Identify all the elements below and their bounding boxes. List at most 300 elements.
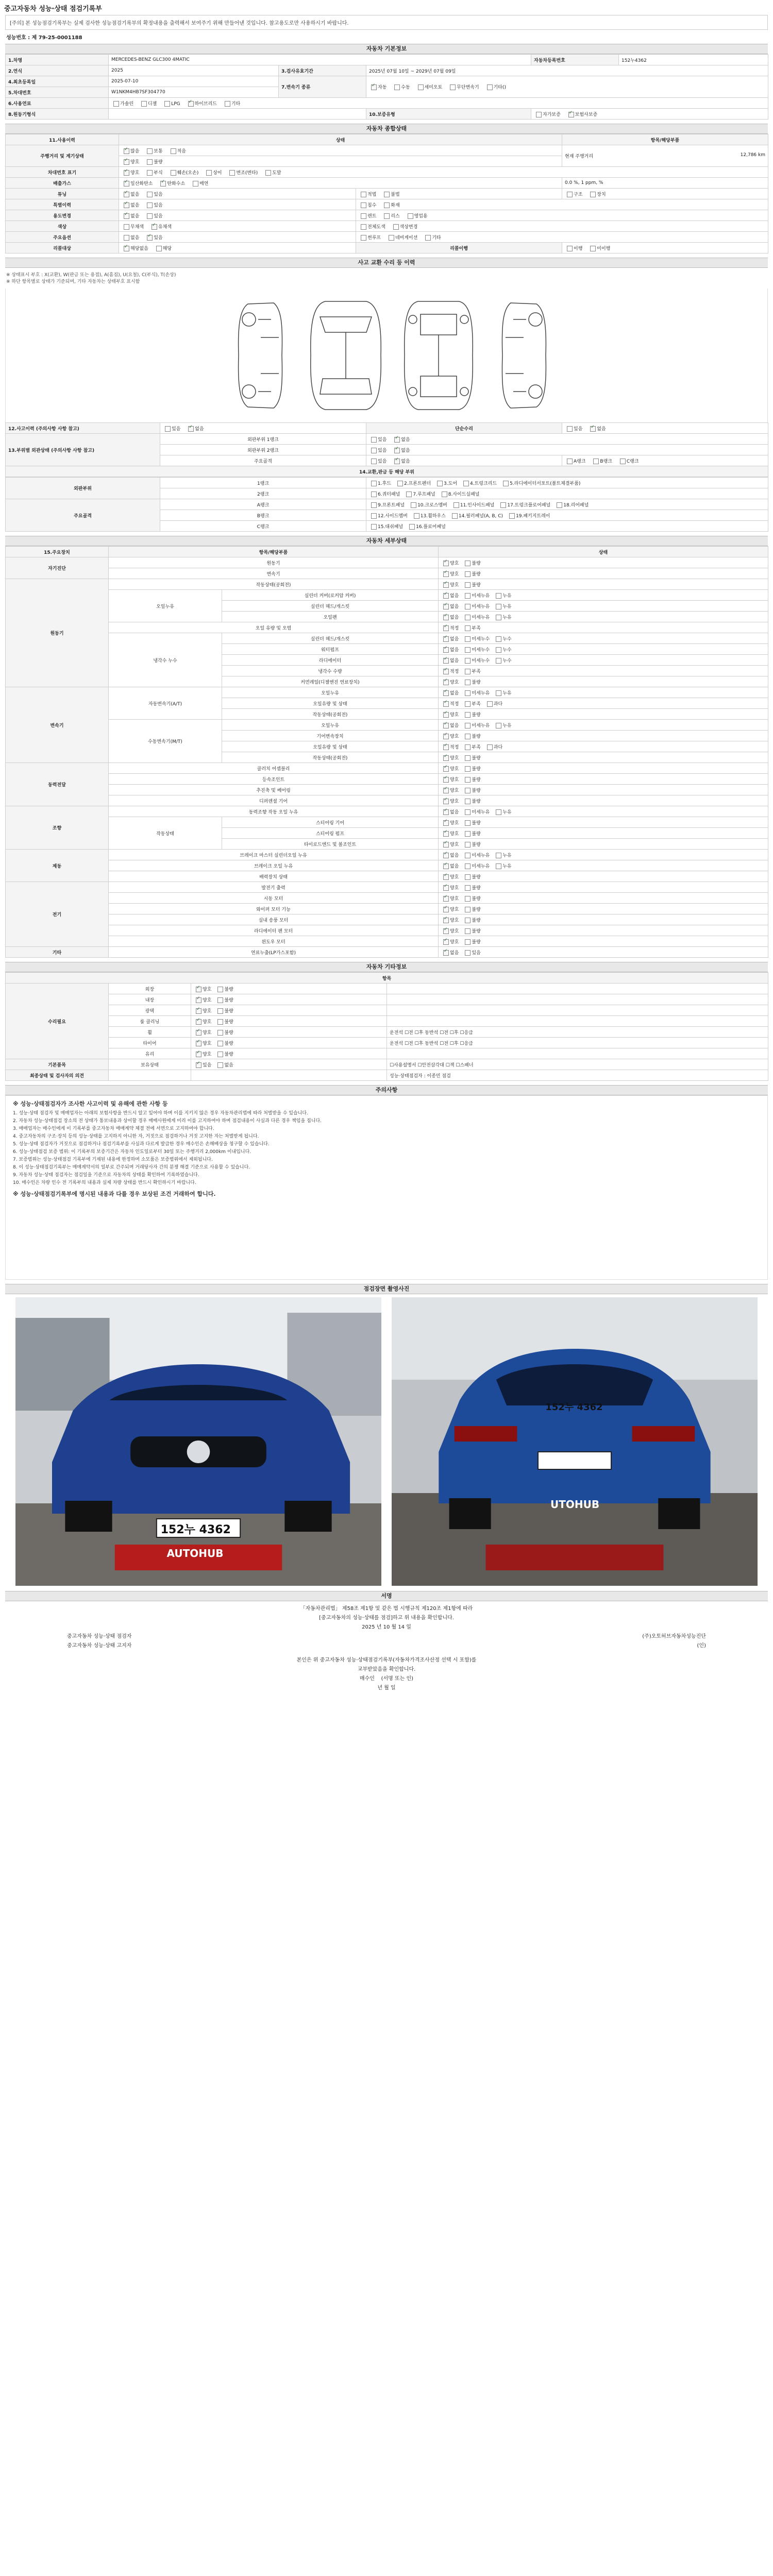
signature-text1: 「자동차관리법」 제58조 제1항 및 같은 법 시행규칙 제120조 제1항에 따라 <box>300 1606 473 1612</box>
detail-option-checkbox[interactable] <box>443 820 449 826</box>
parts-item-checkbox[interactable] <box>371 492 377 497</box>
use-yes-checkbox[interactable] <box>147 213 153 219</box>
detail-option-checkbox[interactable] <box>465 842 470 848</box>
vin-stamp-label: 차대번호 표기 <box>6 167 119 178</box>
transmission-label: 7.변속기 종류 <box>279 76 366 98</box>
tuning-sub-options-2 <box>562 189 768 199</box>
frame-no-checkbox[interactable] <box>394 459 400 464</box>
detail-option-checkbox[interactable] <box>465 723 470 728</box>
other-option-checkbox[interactable] <box>217 1030 223 1036</box>
transmission-manual-checkbox[interactable] <box>394 84 400 90</box>
detail-part <box>109 568 439 579</box>
detail-option-checkbox[interactable] <box>443 874 449 880</box>
parts-item-checkbox[interactable] <box>371 513 377 519</box>
detail-option-checkbox[interactable] <box>443 604 449 609</box>
notes-line: 8. 이 성능·상태점검기록부는 매매계약서의 일부로 간주되며 거래당사자 간의 분쟁 해결 기준으로 사용할 수 있습니다. <box>13 1165 250 1170</box>
transmission-options <box>366 76 768 98</box>
photos-header: 점검장면 촬영사진 <box>5 1284 768 1294</box>
frame-c-checkbox[interactable] <box>620 459 626 464</box>
detail-option-checkbox[interactable] <box>443 831 449 837</box>
frame-a-checkbox[interactable] <box>567 459 573 464</box>
detail-option-label: 없음 <box>450 950 459 956</box>
parts-item <box>507 512 550 519</box>
detail-option-checkbox[interactable] <box>443 723 449 728</box>
other-option-checkbox[interactable] <box>196 1062 201 1068</box>
color-achromatic-label: 무채색 <box>130 224 144 230</box>
overall-table <box>5 134 768 253</box>
parts-item-checkbox[interactable] <box>509 513 515 519</box>
parts-item-label: 3.도어 <box>444 481 458 486</box>
detail-option-checkbox[interactable] <box>465 950 470 956</box>
notes-box <box>5 1095 768 1280</box>
warranty-self-checkbox[interactable] <box>536 112 542 117</box>
parts-item-checkbox[interactable] <box>503 481 509 486</box>
other-option-label: 양호 <box>203 1030 212 1036</box>
detail-option-label: 없음 <box>450 863 459 869</box>
detail-option-label: 미세누유 <box>472 809 490 815</box>
use-commercial-checkbox[interactable] <box>408 213 413 219</box>
special-fire-checkbox[interactable] <box>384 202 390 208</box>
detail-option-checkbox[interactable] <box>443 842 449 848</box>
other-option-checkbox[interactable] <box>217 1041 223 1046</box>
detail-part <box>222 590 439 601</box>
parts-item-checkbox[interactable] <box>442 492 447 497</box>
detail-option <box>441 689 459 696</box>
detail-option-checkbox[interactable] <box>465 939 470 945</box>
parts-item-checkbox[interactable] <box>453 502 459 508</box>
detail-state <box>439 720 768 731</box>
detail-option-checkbox[interactable] <box>443 809 449 815</box>
transmission-auto-checkbox[interactable] <box>371 84 377 90</box>
tuning-legal-checkbox[interactable] <box>361 192 366 197</box>
detail-state <box>439 817 768 828</box>
detail-option-checkbox[interactable] <box>443 885 449 891</box>
car-diagram <box>5 289 768 422</box>
detail-option-checkbox[interactable] <box>496 604 501 609</box>
other-state <box>191 1048 387 1059</box>
detail-part <box>109 557 439 568</box>
parts-item <box>498 501 550 508</box>
other-extra <box>387 1016 768 1027</box>
detail-option-checkbox[interactable] <box>496 615 501 620</box>
other-option-checkbox[interactable] <box>217 1052 223 1057</box>
other-option-checkbox[interactable] <box>196 1030 201 1036</box>
detail-option-checkbox[interactable] <box>443 755 449 761</box>
detail-row <box>6 687 768 698</box>
detail-option-checkbox[interactable] <box>443 766 449 772</box>
accident-no-checkbox[interactable] <box>188 426 194 432</box>
detail-option-checkbox[interactable] <box>465 820 470 826</box>
other-option <box>194 1007 211 1014</box>
detail-option <box>441 798 459 804</box>
detail-option-checkbox[interactable] <box>465 615 470 620</box>
detail-option-checkbox[interactable] <box>443 680 449 685</box>
detail-state <box>439 860 768 871</box>
detail-option-checkbox[interactable] <box>465 571 470 577</box>
mileage-many-checkbox[interactable] <box>124 148 129 154</box>
other-option-checkbox[interactable] <box>217 997 223 1003</box>
parts-item-checkbox[interactable] <box>463 481 469 486</box>
detail-option-checkbox[interactable] <box>465 680 470 685</box>
detail-option <box>441 949 459 956</box>
detail-option-checkbox[interactable] <box>465 582 470 588</box>
parts-item-checkbox[interactable] <box>437 481 443 486</box>
detail-option-checkbox[interactable] <box>496 636 501 642</box>
tuning-structure-checkbox[interactable] <box>567 192 573 197</box>
parts-item <box>440 490 480 497</box>
detail-option-checkbox[interactable] <box>465 647 470 653</box>
detail-option-checkbox[interactable] <box>496 690 501 696</box>
parts-item-checkbox[interactable] <box>409 524 415 530</box>
signature-text2: [중고자동차의 성능·상태를 점검]하고 위 내용을 확인합니다. <box>319 1615 454 1621</box>
detail-option-checkbox[interactable] <box>443 896 449 902</box>
detail-part-label: 커먼레일(디젤엔진 연료장치) <box>300 680 360 685</box>
detail-option-label: 양호 <box>450 842 459 848</box>
tuning-yes-checkbox[interactable] <box>147 192 153 197</box>
detail-option-label: 미세누유 <box>472 604 490 609</box>
reg-no-value: 152누4362 <box>619 55 768 65</box>
detail-option-label: 누유 <box>502 809 512 815</box>
detail-option-checkbox[interactable] <box>465 928 470 934</box>
detail-option-checkbox[interactable] <box>443 561 449 566</box>
option-etc-checkbox[interactable] <box>425 235 431 241</box>
other-state <box>191 1027 387 1038</box>
parts-item-checkbox[interactable] <box>371 481 377 486</box>
tuning-sub-options <box>356 189 562 199</box>
other-option-checkbox[interactable] <box>196 1052 201 1057</box>
rank2-no-label: 없음 <box>401 448 410 453</box>
option-etc-label: 기타 <box>432 235 441 241</box>
simple-no-checkbox[interactable] <box>590 426 596 432</box>
detail-state <box>439 871 768 882</box>
detail-option-checkbox[interactable] <box>487 701 493 707</box>
parts-item-checkbox[interactable] <box>452 513 458 519</box>
detail-option <box>494 646 511 653</box>
rank2-no-checkbox[interactable] <box>394 448 400 453</box>
other-part <box>109 1005 191 1016</box>
special-flood-checkbox[interactable] <box>361 202 366 208</box>
detail-part-label: 브레이크 마스터 실린더오일 누유 <box>240 853 307 858</box>
detail-option-checkbox[interactable] <box>465 755 470 761</box>
other-state <box>191 984 387 994</box>
other-option <box>215 1061 233 1068</box>
detail-option-checkbox[interactable] <box>443 669 449 674</box>
detail-option-checkbox[interactable] <box>443 744 449 750</box>
fuel-lpg-checkbox[interactable] <box>164 101 170 107</box>
detail-option-checkbox[interactable] <box>496 593 501 599</box>
detail-option-checkbox[interactable] <box>443 907 449 912</box>
emission-smoke-checkbox[interactable] <box>193 181 198 187</box>
use-rent-label: 렌트 <box>367 213 377 219</box>
detail-option-checkbox[interactable] <box>443 658 449 664</box>
parts-item-label: 1.후드 <box>378 481 391 486</box>
other-row <box>6 1048 768 1059</box>
detail-option-checkbox[interactable] <box>465 918 470 923</box>
detail-option-checkbox[interactable] <box>465 625 470 631</box>
detail-option-checkbox[interactable] <box>443 571 449 577</box>
parts-rank-label: 1랭크 <box>257 481 270 486</box>
warranty-insurer-checkbox[interactable] <box>568 112 574 117</box>
accident-summary-table <box>5 422 768 477</box>
other-option-checkbox[interactable] <box>217 987 223 992</box>
tuning-none-checkbox[interactable] <box>124 192 129 197</box>
detail-subgroup-label: 오일누유 <box>156 604 174 609</box>
use-none-checkbox[interactable] <box>124 213 129 219</box>
detail-option-checkbox[interactable] <box>496 809 501 815</box>
detail-option-checkbox[interactable] <box>443 625 449 631</box>
detail-option-checkbox[interactable] <box>443 853 449 858</box>
detail-option-checkbox[interactable] <box>465 853 470 858</box>
detail-option-checkbox[interactable] <box>443 582 449 588</box>
detail-option-checkbox[interactable] <box>465 604 470 609</box>
detail-option-checkbox[interactable] <box>443 636 449 642</box>
reg-no-label: 자동차등록번호 <box>531 55 619 65</box>
fuel-gasoline-checkbox[interactable] <box>113 101 119 107</box>
rank1-no-checkbox[interactable] <box>394 437 400 443</box>
emission-hc-checkbox[interactable] <box>160 181 166 187</box>
parts-item-checkbox[interactable] <box>414 513 419 519</box>
use-lease-checkbox[interactable] <box>384 213 390 219</box>
detail-option-checkbox[interactable] <box>465 701 470 707</box>
use-rent-checkbox[interactable] <box>361 213 366 219</box>
detail-option-checkbox[interactable] <box>443 690 449 696</box>
color-full-paint-checkbox[interactable] <box>361 224 366 230</box>
emission-co-checkbox[interactable] <box>124 181 129 187</box>
other-option-checkbox[interactable] <box>196 1041 201 1046</box>
detail-option <box>441 808 459 815</box>
rank1-yes-checkbox[interactable] <box>371 437 377 443</box>
other-option-checkbox[interactable] <box>196 997 201 1003</box>
other-part-label: 룸 클리닝 <box>140 1019 160 1025</box>
notes-line: 6. 성능·상태점검 보증 범위: 이 기록부의 보증기간은 자동차 인도일로부터 30일 또는 주행거리 2,000km 이내입니다. <box>13 1149 251 1155</box>
detail-option-checkbox[interactable] <box>496 647 501 653</box>
parts-rank <box>160 521 366 532</box>
detail-option-checkbox[interactable] <box>465 734 470 739</box>
color-chromatic-checkbox[interactable] <box>152 224 157 230</box>
detail-option-checkbox[interactable] <box>443 701 449 707</box>
detail-option-checkbox[interactable] <box>443 788 449 793</box>
other-option-checkbox[interactable] <box>217 1008 223 1014</box>
detail-option-checkbox[interactable] <box>465 831 470 837</box>
detail-option-checkbox[interactable] <box>465 658 470 664</box>
vin-stamp-damage-checkbox[interactable] <box>171 170 176 176</box>
special-yes-checkbox[interactable] <box>147 202 153 208</box>
detail-state <box>439 806 768 817</box>
detail-subgroup-label: 수동변속기(M/T) <box>148 739 182 744</box>
vin-stamp-good-checkbox[interactable] <box>124 170 129 176</box>
fuel-hybrid-checkbox[interactable] <box>188 101 194 107</box>
detail-option-label: 적정 <box>450 669 459 674</box>
detail-option <box>441 852 459 858</box>
other-option-checkbox[interactable] <box>196 1019 201 1025</box>
vin-label: 5.차대번호 <box>6 87 109 98</box>
detail-part <box>109 904 439 914</box>
detail-row <box>6 914 768 925</box>
front-banner: AUTOHUB <box>166 1547 224 1560</box>
parts-item <box>369 523 403 530</box>
notes-line: 4. 중고자동차의 구조·장치 등의 성능·상태를 고지하지 아니한 자, 거짓으로 점검하거나 거짓 고지한 자는 처벌받게 됩니다. <box>13 1134 259 1139</box>
simple-yes-checkbox[interactable] <box>567 426 573 432</box>
detail-option-checkbox[interactable] <box>443 928 449 934</box>
detail-option-checkbox[interactable] <box>443 777 449 783</box>
tuning-device-checkbox[interactable] <box>590 192 596 197</box>
other-option-checkbox[interactable] <box>217 1062 223 1068</box>
detail-option-checkbox[interactable] <box>465 690 470 696</box>
parts-item-label: 14.필러패널(A, B, C) <box>458 513 503 519</box>
accident-yes-checkbox[interactable] <box>165 426 171 432</box>
detail-part-label: 실린더 헤드/개스킷 <box>310 604 350 609</box>
detail-option <box>463 689 490 696</box>
detail-option <box>441 657 459 664</box>
detail-option-checkbox[interactable] <box>496 863 501 869</box>
option-yes-checkbox[interactable] <box>147 235 153 241</box>
detail-option-checkbox[interactable] <box>443 615 449 620</box>
parts-row <box>6 478 768 488</box>
detail-option-checkbox[interactable] <box>443 939 449 945</box>
detail-option-checkbox[interactable] <box>496 658 501 664</box>
detail-option-checkbox[interactable] <box>465 788 470 793</box>
inspection-period-value: 2025년 07월 10일 ~ 2029년 07월 09일 <box>366 65 768 76</box>
detail-option-checkbox[interactable] <box>443 593 449 599</box>
detail-option-checkbox[interactable] <box>496 723 501 728</box>
detail-option-checkbox[interactable] <box>443 734 449 739</box>
detail-option-checkbox[interactable] <box>465 874 470 880</box>
detail-option-checkbox[interactable] <box>465 593 470 599</box>
fuel-diesel-checkbox[interactable] <box>141 101 147 107</box>
gauge-good-checkbox[interactable] <box>124 159 129 165</box>
parts-item-checkbox[interactable] <box>397 481 403 486</box>
other-option-checkbox[interactable] <box>217 1019 223 1025</box>
detail-option-checkbox[interactable] <box>465 636 470 642</box>
detail-option-checkbox[interactable] <box>465 907 470 912</box>
mileage-few-checkbox[interactable] <box>171 148 176 154</box>
recall-none-checkbox[interactable] <box>124 246 129 251</box>
overall-header: 자동차 종합상태 <box>5 124 768 134</box>
detail-part <box>222 601 439 612</box>
parts-item-checkbox[interactable] <box>411 502 416 508</box>
detail-option-checkbox[interactable] <box>443 712 449 718</box>
detail-option-checkbox[interactable] <box>465 885 470 891</box>
detail-option-checkbox[interactable] <box>443 799 449 804</box>
detail-option-checkbox[interactable] <box>487 744 493 750</box>
vin-stamp-rust-checkbox[interactable] <box>147 170 153 176</box>
detail-state <box>439 795 768 806</box>
detail-option-checkbox[interactable] <box>443 647 449 653</box>
detail-state <box>439 590 768 601</box>
recall-done-checkbox[interactable] <box>567 246 573 251</box>
recall-notdone-checkbox[interactable] <box>590 246 596 251</box>
special-none-checkbox[interactable] <box>124 202 129 208</box>
accident-history-options <box>160 423 366 434</box>
detail-option-checkbox[interactable] <box>496 853 501 858</box>
option-sunroof-checkbox[interactable] <box>361 235 366 241</box>
other-row <box>6 994 768 1005</box>
detail-option <box>463 765 480 772</box>
mileage-normal-checkbox[interactable] <box>147 148 153 154</box>
detail-state <box>439 731 768 741</box>
option-sunroof-label: 썬루프 <box>367 235 381 241</box>
notes-line: 7. 보증범위는 성능·상태점검 기록부에 기재된 내용에 한정하며 소모품은 보증범위에서 제외됩니다. <box>13 1157 213 1162</box>
detail-option <box>463 862 490 869</box>
detail-table <box>5 546 768 958</box>
rank2-yes-checkbox[interactable] <box>371 448 377 453</box>
detail-option-label: 있음 <box>472 950 481 956</box>
vin-stamp-diff-checkbox[interactable] <box>206 170 212 176</box>
detail-part-label: 작동상태(공회전) <box>312 755 348 761</box>
rear-plate: 152누 4362 <box>545 1402 603 1413</box>
frame-yes-checkbox[interactable] <box>371 459 377 464</box>
frame-yes-label: 있음 <box>378 459 387 464</box>
other-option-checkbox[interactable] <box>196 1008 201 1014</box>
option-none-checkbox[interactable] <box>124 235 129 241</box>
emission-options <box>119 178 562 189</box>
detail-option-checkbox[interactable] <box>443 950 449 956</box>
detail-option-checkbox[interactable] <box>465 744 470 750</box>
other-option-checkbox[interactable] <box>196 987 201 992</box>
parts-item-label: 11.인사이드패널 <box>460 502 495 508</box>
transmission-cvt-checkbox[interactable] <box>450 84 456 90</box>
parts-item-checkbox[interactable] <box>557 502 562 508</box>
vin-stamp-options <box>119 167 768 178</box>
detail-option-checkbox[interactable] <box>465 766 470 772</box>
detail-option-checkbox[interactable] <box>465 777 470 783</box>
color-change-checkbox[interactable] <box>393 224 399 230</box>
parts-item-checkbox[interactable] <box>371 502 377 508</box>
detail-subgroup <box>109 817 222 850</box>
detail-option-checkbox[interactable] <box>465 561 470 566</box>
tuning-illegal-checkbox[interactable] <box>384 192 390 197</box>
other-row <box>6 1027 768 1038</box>
detail-option-label: 누유 <box>502 615 512 620</box>
frame-b-checkbox[interactable] <box>593 459 599 464</box>
transmission-semi-checkbox[interactable] <box>418 84 424 90</box>
detail-option-checkbox[interactable] <box>465 712 470 718</box>
front-photo <box>15 1297 381 1586</box>
parts-item-checkbox[interactable] <box>371 524 377 530</box>
detail-option-checkbox[interactable] <box>443 918 449 923</box>
vin-stamp-paint-checkbox[interactable] <box>265 170 271 176</box>
vin-stamp-alter-checkbox[interactable] <box>229 170 235 176</box>
vin-stamp-opt-2: 훼손(오손) <box>177 170 199 176</box>
detail-option-checkbox[interactable] <box>465 799 470 804</box>
detail-option-checkbox[interactable] <box>465 809 470 815</box>
transmission-etc-checkbox[interactable] <box>487 84 493 90</box>
parts-item-label: 16.플로어패널 <box>416 524 446 530</box>
other-extra-label: 운전석 ☐전 ☐후 동반석 ☐전 ☐후 ☐응급 <box>390 1041 473 1046</box>
detail-option-checkbox[interactable] <box>465 896 470 902</box>
recall-yes-checkbox[interactable] <box>156 246 162 251</box>
detail-option-checkbox[interactable] <box>465 863 470 869</box>
parts-item-checkbox[interactable] <box>406 492 412 497</box>
other-part-label: 내장 <box>145 997 155 1003</box>
detail-option-checkbox[interactable] <box>465 669 470 674</box>
parts-item-checkbox[interactable] <box>500 502 506 508</box>
parts-item <box>409 501 447 508</box>
option-navi-checkbox[interactable] <box>389 235 394 241</box>
engine-type-value <box>109 109 366 120</box>
detail-part <box>222 817 439 828</box>
detail-option-checkbox[interactable] <box>443 863 449 869</box>
warranty-insurer-label: 보험사보증 <box>575 112 598 117</box>
color-achromatic-checkbox[interactable] <box>124 224 129 230</box>
basic-info-header: 자동차 기본정보 <box>5 44 768 54</box>
gauge-bad-checkbox[interactable] <box>147 159 153 165</box>
detail-row <box>6 871 768 882</box>
fuel-etc-checkbox[interactable] <box>225 101 230 107</box>
detail-part-label: 오일팬 <box>323 615 337 620</box>
parts-rank-label: B랭크 <box>257 513 270 519</box>
detail-option <box>463 624 480 631</box>
